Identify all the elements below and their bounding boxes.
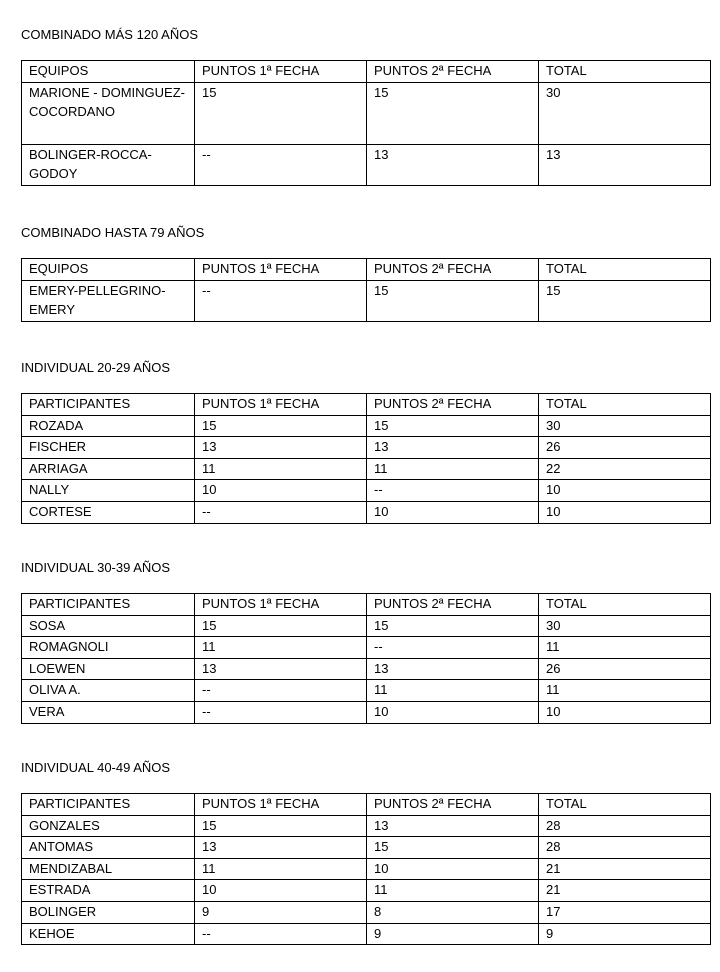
- header-cell: PUNTOS 1ª FECHA: [195, 61, 367, 83]
- points-cell: 10: [367, 501, 539, 523]
- header-cell: EQUIPOS: [22, 259, 195, 281]
- points-cell: 13: [367, 658, 539, 680]
- total-cell: 30: [539, 82, 711, 144]
- participant-cell: FISCHER: [22, 437, 195, 459]
- points-cell: 11: [195, 458, 367, 480]
- table-row: [22, 437, 711, 459]
- header-cell: PUNTOS 2ª FECHA: [367, 594, 539, 616]
- participant-cell: ROZADA: [22, 415, 195, 437]
- header-cell: PARTICIPANTES: [22, 594, 195, 616]
- header-cell: PUNTOS 2ª FECHA: [367, 794, 539, 816]
- team-cell: EMERY-PELLEGRINO- EMERY: [22, 280, 195, 321]
- table-row: [22, 615, 711, 637]
- participant-cell: BOLINGER: [22, 901, 195, 923]
- participant-cell: MENDIZABAL: [22, 858, 195, 880]
- total-cell: 30: [539, 615, 711, 637]
- table-header-row: [22, 394, 711, 416]
- points-cell: 9: [195, 901, 367, 923]
- points-cell: --: [367, 637, 539, 659]
- table-row: [22, 637, 711, 659]
- section-title: INDIVIDUAL 40-49 AÑOS: [21, 760, 171, 775]
- section-title: COMBINADO HASTA 79 AÑOS: [21, 225, 205, 240]
- total-cell: 15: [539, 280, 711, 321]
- points-cell: 11: [195, 858, 367, 880]
- header-cell: PUNTOS 2ª FECHA: [367, 394, 539, 416]
- total-cell: 21: [539, 858, 711, 880]
- points-cell: --: [195, 923, 367, 945]
- participant-cell: NALLY: [22, 480, 195, 502]
- total-cell: 30: [539, 415, 711, 437]
- table-row: [22, 280, 711, 321]
- points-cell: --: [195, 280, 367, 321]
- points-cell: 13: [367, 815, 539, 837]
- points-cell: 15: [367, 280, 539, 321]
- table-header-row: [22, 594, 711, 616]
- points-cell: --: [195, 501, 367, 523]
- table-row: [22, 501, 711, 523]
- header-cell: TOTAL: [539, 259, 711, 281]
- section-title: COMBINADO MÁS 120 AÑOS: [21, 27, 198, 42]
- points-cell: 11: [367, 880, 539, 902]
- table-row: [22, 144, 711, 185]
- points-cell: 8: [367, 901, 539, 923]
- header-cell: TOTAL: [539, 794, 711, 816]
- points-cell: --: [367, 480, 539, 502]
- results-table: [21, 60, 711, 186]
- total-cell: 10: [539, 501, 711, 523]
- participant-cell: VERA: [22, 701, 195, 723]
- points-cell: 13: [195, 837, 367, 859]
- header-cell: TOTAL: [539, 594, 711, 616]
- points-cell: 15: [195, 815, 367, 837]
- table-row: [22, 680, 711, 702]
- table-row: [22, 701, 711, 723]
- participant-cell: SOSA: [22, 615, 195, 637]
- points-cell: 10: [367, 858, 539, 880]
- table-row: [22, 480, 711, 502]
- results-table: [21, 393, 711, 524]
- participant-cell: GONZALES: [22, 815, 195, 837]
- total-cell: 21: [539, 880, 711, 902]
- participant-cell: LOEWEN: [22, 658, 195, 680]
- points-cell: 11: [195, 637, 367, 659]
- header-cell: TOTAL: [539, 394, 711, 416]
- table-row: [22, 658, 711, 680]
- points-cell: --: [195, 701, 367, 723]
- total-cell: 11: [539, 637, 711, 659]
- team-cell: BOLINGER-ROCCA- GODOY: [22, 144, 195, 185]
- total-cell: 11: [539, 680, 711, 702]
- participant-cell: KEHOE: [22, 923, 195, 945]
- table-row: [22, 415, 711, 437]
- table-header-row: [22, 259, 711, 281]
- points-cell: 11: [367, 458, 539, 480]
- header-cell: TOTAL: [539, 61, 711, 83]
- total-cell: 28: [539, 837, 711, 859]
- results-table: [21, 258, 711, 322]
- total-cell: 28: [539, 815, 711, 837]
- table-row: [22, 901, 711, 923]
- team-cell: MARIONE - DOMINGUEZ- COCORDANO: [22, 82, 195, 144]
- points-cell: 10: [195, 480, 367, 502]
- points-cell: 15: [195, 615, 367, 637]
- participant-cell: CORTESE: [22, 501, 195, 523]
- table-row: [22, 880, 711, 902]
- points-cell: 15: [195, 82, 367, 144]
- points-cell: 13: [367, 144, 539, 185]
- header-cell: PARTICIPANTES: [22, 794, 195, 816]
- table-row: [22, 82, 711, 144]
- total-cell: 26: [539, 658, 711, 680]
- header-cell: PUNTOS 1ª FECHA: [195, 794, 367, 816]
- total-cell: 10: [539, 480, 711, 502]
- points-cell: 15: [195, 415, 367, 437]
- points-cell: 15: [367, 837, 539, 859]
- points-cell: 13: [195, 658, 367, 680]
- participant-cell: ESTRADA: [22, 880, 195, 902]
- header-cell: PUNTOS 1ª FECHA: [195, 259, 367, 281]
- table-row: [22, 837, 711, 859]
- results-table: [21, 793, 711, 945]
- points-cell: 10: [195, 880, 367, 902]
- points-cell: 15: [367, 615, 539, 637]
- total-cell: 17: [539, 901, 711, 923]
- points-cell: --: [195, 680, 367, 702]
- points-cell: 11: [367, 680, 539, 702]
- points-cell: 9: [367, 923, 539, 945]
- table-row: [22, 923, 711, 945]
- participant-cell: OLIVA A.: [22, 680, 195, 702]
- points-cell: 13: [367, 437, 539, 459]
- results-table: [21, 593, 711, 724]
- points-cell: 15: [367, 82, 539, 144]
- total-cell: 22: [539, 458, 711, 480]
- header-cell: PARTICIPANTES: [22, 394, 195, 416]
- table-row: [22, 858, 711, 880]
- table-row: [22, 458, 711, 480]
- total-cell: 13: [539, 144, 711, 185]
- participant-cell: ANTOMAS: [22, 837, 195, 859]
- header-cell: PUNTOS 2ª FECHA: [367, 259, 539, 281]
- header-cell: EQUIPOS: [22, 61, 195, 83]
- header-cell: PUNTOS 1ª FECHA: [195, 594, 367, 616]
- section-title: INDIVIDUAL 30-39 AÑOS: [21, 560, 171, 575]
- table-header-row: [22, 794, 711, 816]
- total-cell: 10: [539, 701, 711, 723]
- total-cell: 26: [539, 437, 711, 459]
- header-cell: PUNTOS 1ª FECHA: [195, 394, 367, 416]
- points-cell: --: [195, 144, 367, 185]
- points-cell: 15: [367, 415, 539, 437]
- points-cell: 13: [195, 437, 367, 459]
- header-cell: PUNTOS 2ª FECHA: [367, 61, 539, 83]
- participant-cell: ROMAGNOLI: [22, 637, 195, 659]
- points-cell: 10: [367, 701, 539, 723]
- section-title: INDIVIDUAL 20-29 AÑOS: [21, 360, 171, 375]
- total-cell: 9: [539, 923, 711, 945]
- table-row: [22, 815, 711, 837]
- table-header-row: [22, 61, 711, 83]
- participant-cell: ARRIAGA: [22, 458, 195, 480]
